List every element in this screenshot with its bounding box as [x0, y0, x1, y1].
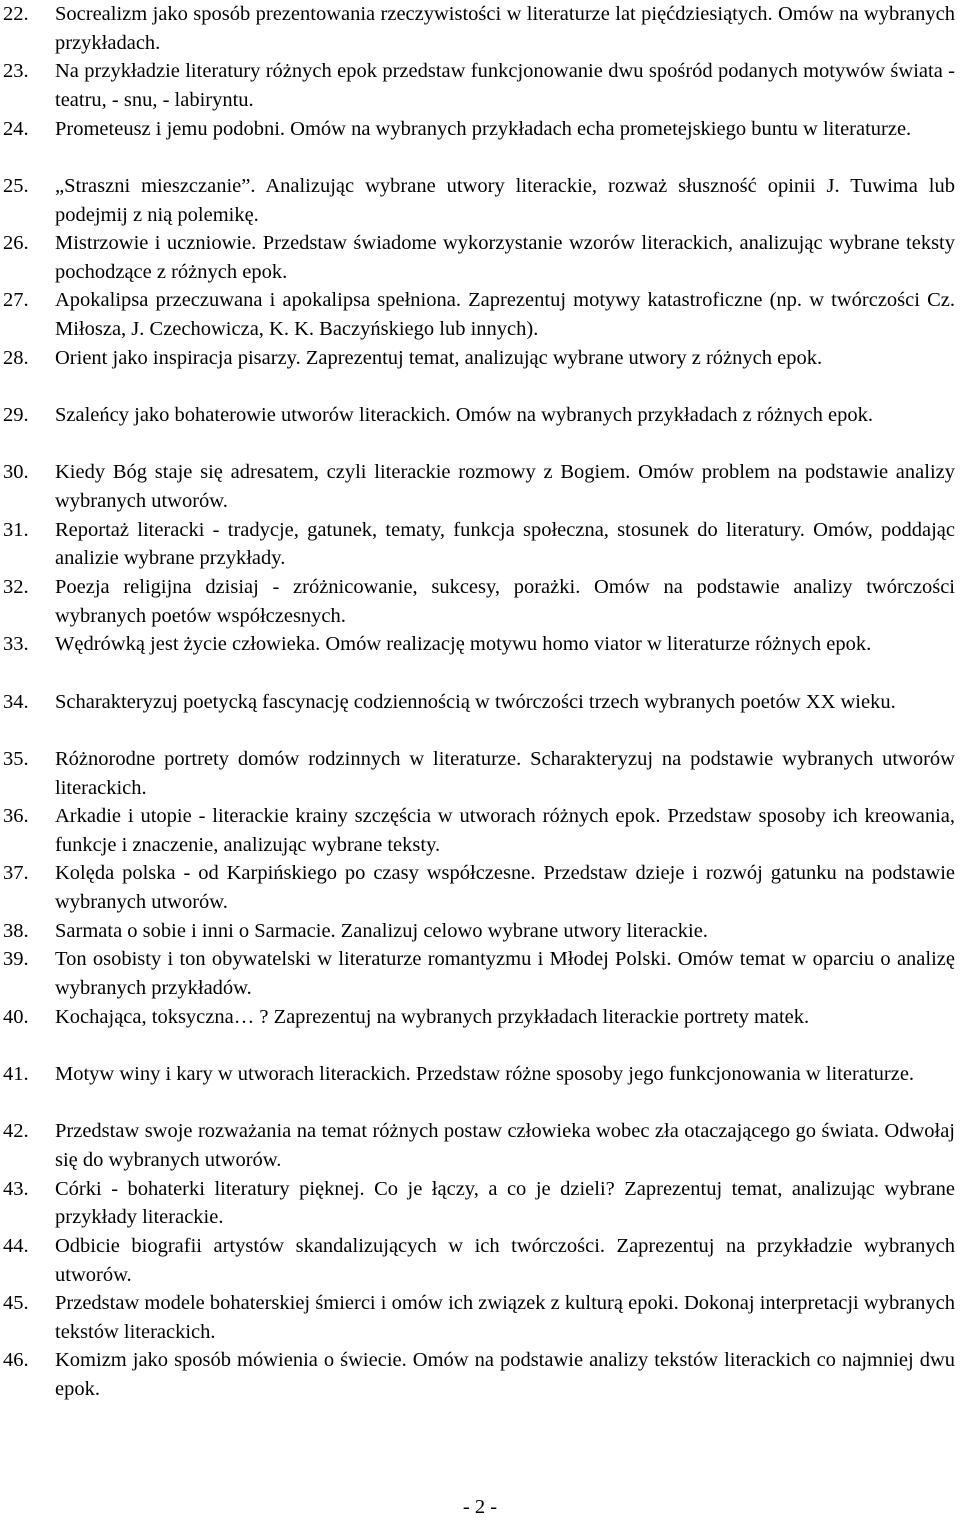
topic-number: 31.: [3, 518, 29, 541]
topic-number: 40.: [3, 1005, 29, 1028]
list-item: [0, 0, 957, 57]
list-item: [0, 1003, 957, 1060]
list-item: [0, 745, 957, 802]
topic-number: 22.: [3, 3, 29, 25]
topic-text: Kolęda polska - od Karpińskiego po czasy współczesne. Przedstaw dzieje i rozwój gatunku na podstawie wybranych utworów.: [55, 862, 955, 914]
topic-number: 45.: [3, 1292, 29, 1315]
topic-text: Scharakteryzuj poetycką fascynację codziennością w twórczości trzech wybranych poetów XX wieku.: [55, 690, 896, 713]
list-item: [0, 945, 957, 1002]
list-item: [0, 1117, 957, 1174]
topic-text: Orient jako inspiracja pisarzy. Zaprezentuj temat, analizując wybrane utwory z różnych epok.: [55, 346, 823, 369]
topic-text: Kiedy Bóg staje się adresatem, czyli literackie rozmowy z Bogiem. Omów problem na podstawie analizy wybranych utworów.: [55, 461, 955, 513]
topic-number: 32.: [3, 575, 29, 598]
topic-text: „Straszni mieszczanie”. Analizując wybrane utwory literackie, rozważ słuszność opinii J. Tuwima lub podejmij z nią polemikę.: [55, 174, 955, 226]
list-item: [0, 859, 957, 916]
list-item: [0, 573, 957, 630]
topic-number: 28.: [3, 346, 29, 369]
topic-number: 26.: [3, 232, 29, 255]
topic-text: Mistrzowie i uczniowie. Przedstaw świadome wykorzystanie wzorów literackich, analizując wybrane teksty pochodzące z różnych epok.: [55, 232, 955, 283]
topic-text: Wędrówką jest życie człowieka. Omów realizację motywu homo viator w literaturze różnych epok.: [55, 633, 872, 656]
topic-number: 46.: [3, 1349, 29, 1372]
list-item: [0, 1175, 957, 1232]
list-item: [0, 286, 957, 343]
list-item: [0, 1060, 957, 1117]
topic-text: Przedstaw swoje rozważania na temat różnych postaw człowieka wobec zła otaczającego go świata. Odwołaj się do wybranych utworów.: [55, 1120, 955, 1171]
topic-number: 42.: [3, 1120, 29, 1143]
topic-number: 34.: [3, 690, 29, 713]
topic-number: 38.: [3, 919, 29, 942]
list-item: [0, 172, 957, 229]
list-item: [0, 516, 957, 573]
topic-text: Komizm jako sposób mówienia o świecie. Omów na podstawie analizy tekstów literackich co najmniej dwu epok.: [55, 1349, 955, 1401]
topic-number: 27.: [3, 289, 29, 312]
topic-number: 43.: [3, 1177, 29, 1200]
topic-number: 39.: [3, 948, 29, 971]
list-item: [0, 401, 957, 458]
list-item: [0, 229, 957, 286]
topic-text: Szaleńcy jako bohaterowie utworów literackich. Omów na wybranych przykładach z różnych epok.: [55, 404, 873, 427]
topic-text: Ton osobisty i ton obywatelski w literaturze romantyzmu i Młodej Polski. Omów temat w oparciu o analizę wybranych przykładów.: [55, 948, 955, 1000]
topic-text: Kochająca, toksyczna… ? Zaprezentuj na wybranych przykładach literackie portrety matek.: [55, 1005, 810, 1028]
topic-text: Prometeusz i jemu podobni. Omów na wybranych przykładach echa prometejskiego buntu w literaturze.: [55, 117, 912, 140]
topic-text: Motyw winy i kary w utworach literackich. Przedstaw różne sposoby jego funkcjonowania w literaturze.: [55, 1062, 915, 1085]
topic-number: 30.: [3, 461, 29, 484]
topic-text: Arkadie i utopie - literackie krainy szczęścia w utworach różnych epok. Przedstaw sposoby ich kreowania, funkcje i znaczenie, analizując wybrane teksty.: [55, 805, 955, 856]
topic-number: 25.: [3, 174, 29, 197]
topic-number: 41.: [3, 1062, 29, 1085]
list-item: [0, 688, 957, 745]
topic-number: 35.: [3, 747, 29, 770]
list-item: [0, 57, 957, 114]
topic-text: Na przykładzie literatury różnych epok przedstaw funkcjonowanie dwu spośród podanych motywów świata - teatru, - snu, - labiryntu.: [55, 60, 955, 111]
list-item: [0, 344, 957, 401]
topic-text: Przedstaw modele bohaterskiej śmierci i omów ich związek z kulturą epoki. Dokonaj interpretacji wybranych tekstów literackich.: [55, 1292, 955, 1343]
topic-number: 44.: [3, 1234, 29, 1257]
list-item: [0, 1289, 957, 1346]
topic-text: Sarmata o sobie i inni o Sarmacie. Zanalizuj celowo wybrane utwory literackie.: [55, 919, 708, 942]
topic-text: Odbicie biografii artystów skandalizujących w ich twórczości. Zaprezentuj na przykładzie wybranych utworów.: [55, 1234, 955, 1286]
topic-text: Poezja religijna dzisiaj - zróżnicowanie, sukcesy, porażki. Omów na podstawie analizy twórczości wybranych poetów współczesnych.: [55, 575, 955, 627]
topic-text: Różnorodne portrety domów rodzinnych w literaturze. Scharakteryzuj na podstawie wybranych utworów literackich.: [55, 747, 955, 799]
topic-text: Reportaż literacki - tradycje, gatunek, tematy, funkcja społeczna, stosunek do literatury. Omów, poddając analizie wybrane przykłady.: [55, 518, 955, 570]
topic-text: Socrealizm jako sposób prezentowania rzeczywistości w literaturze lat pięćdziesiątych. Omów na wybranych przykładach.: [55, 3, 955, 54]
topic-number: 23.: [3, 60, 29, 83]
list-item: [0, 115, 957, 172]
topic-number: 37.: [3, 862, 29, 885]
page-number: - 2 -: [462, 1496, 498, 1518]
list-item: [0, 630, 957, 687]
list-item: [0, 917, 957, 946]
topic-text: Apokalipsa przeczuwana i apokalipsa spełniona. Zaprezentuj motywy katastroficzne (np. w twórczości Cz. Miłosza, J. Czechowicza, K. K. Baczyńskiego lub innych).: [55, 289, 955, 341]
list-item: [0, 802, 957, 859]
topic-text: Córki - bohaterki literatury pięknej. Co je łączy, a co je dzieli? Zaprezentuj temat, analizując wybrane przykłady literackie.: [55, 1177, 955, 1229]
topic-number: 33.: [3, 633, 29, 656]
list-item: [0, 458, 957, 515]
list-item: [0, 1232, 957, 1289]
topic-number: 29.: [3, 404, 29, 427]
topic-number: 36.: [3, 805, 29, 828]
list-item: [0, 1346, 957, 1403]
topic-number: 24.: [3, 117, 29, 140]
